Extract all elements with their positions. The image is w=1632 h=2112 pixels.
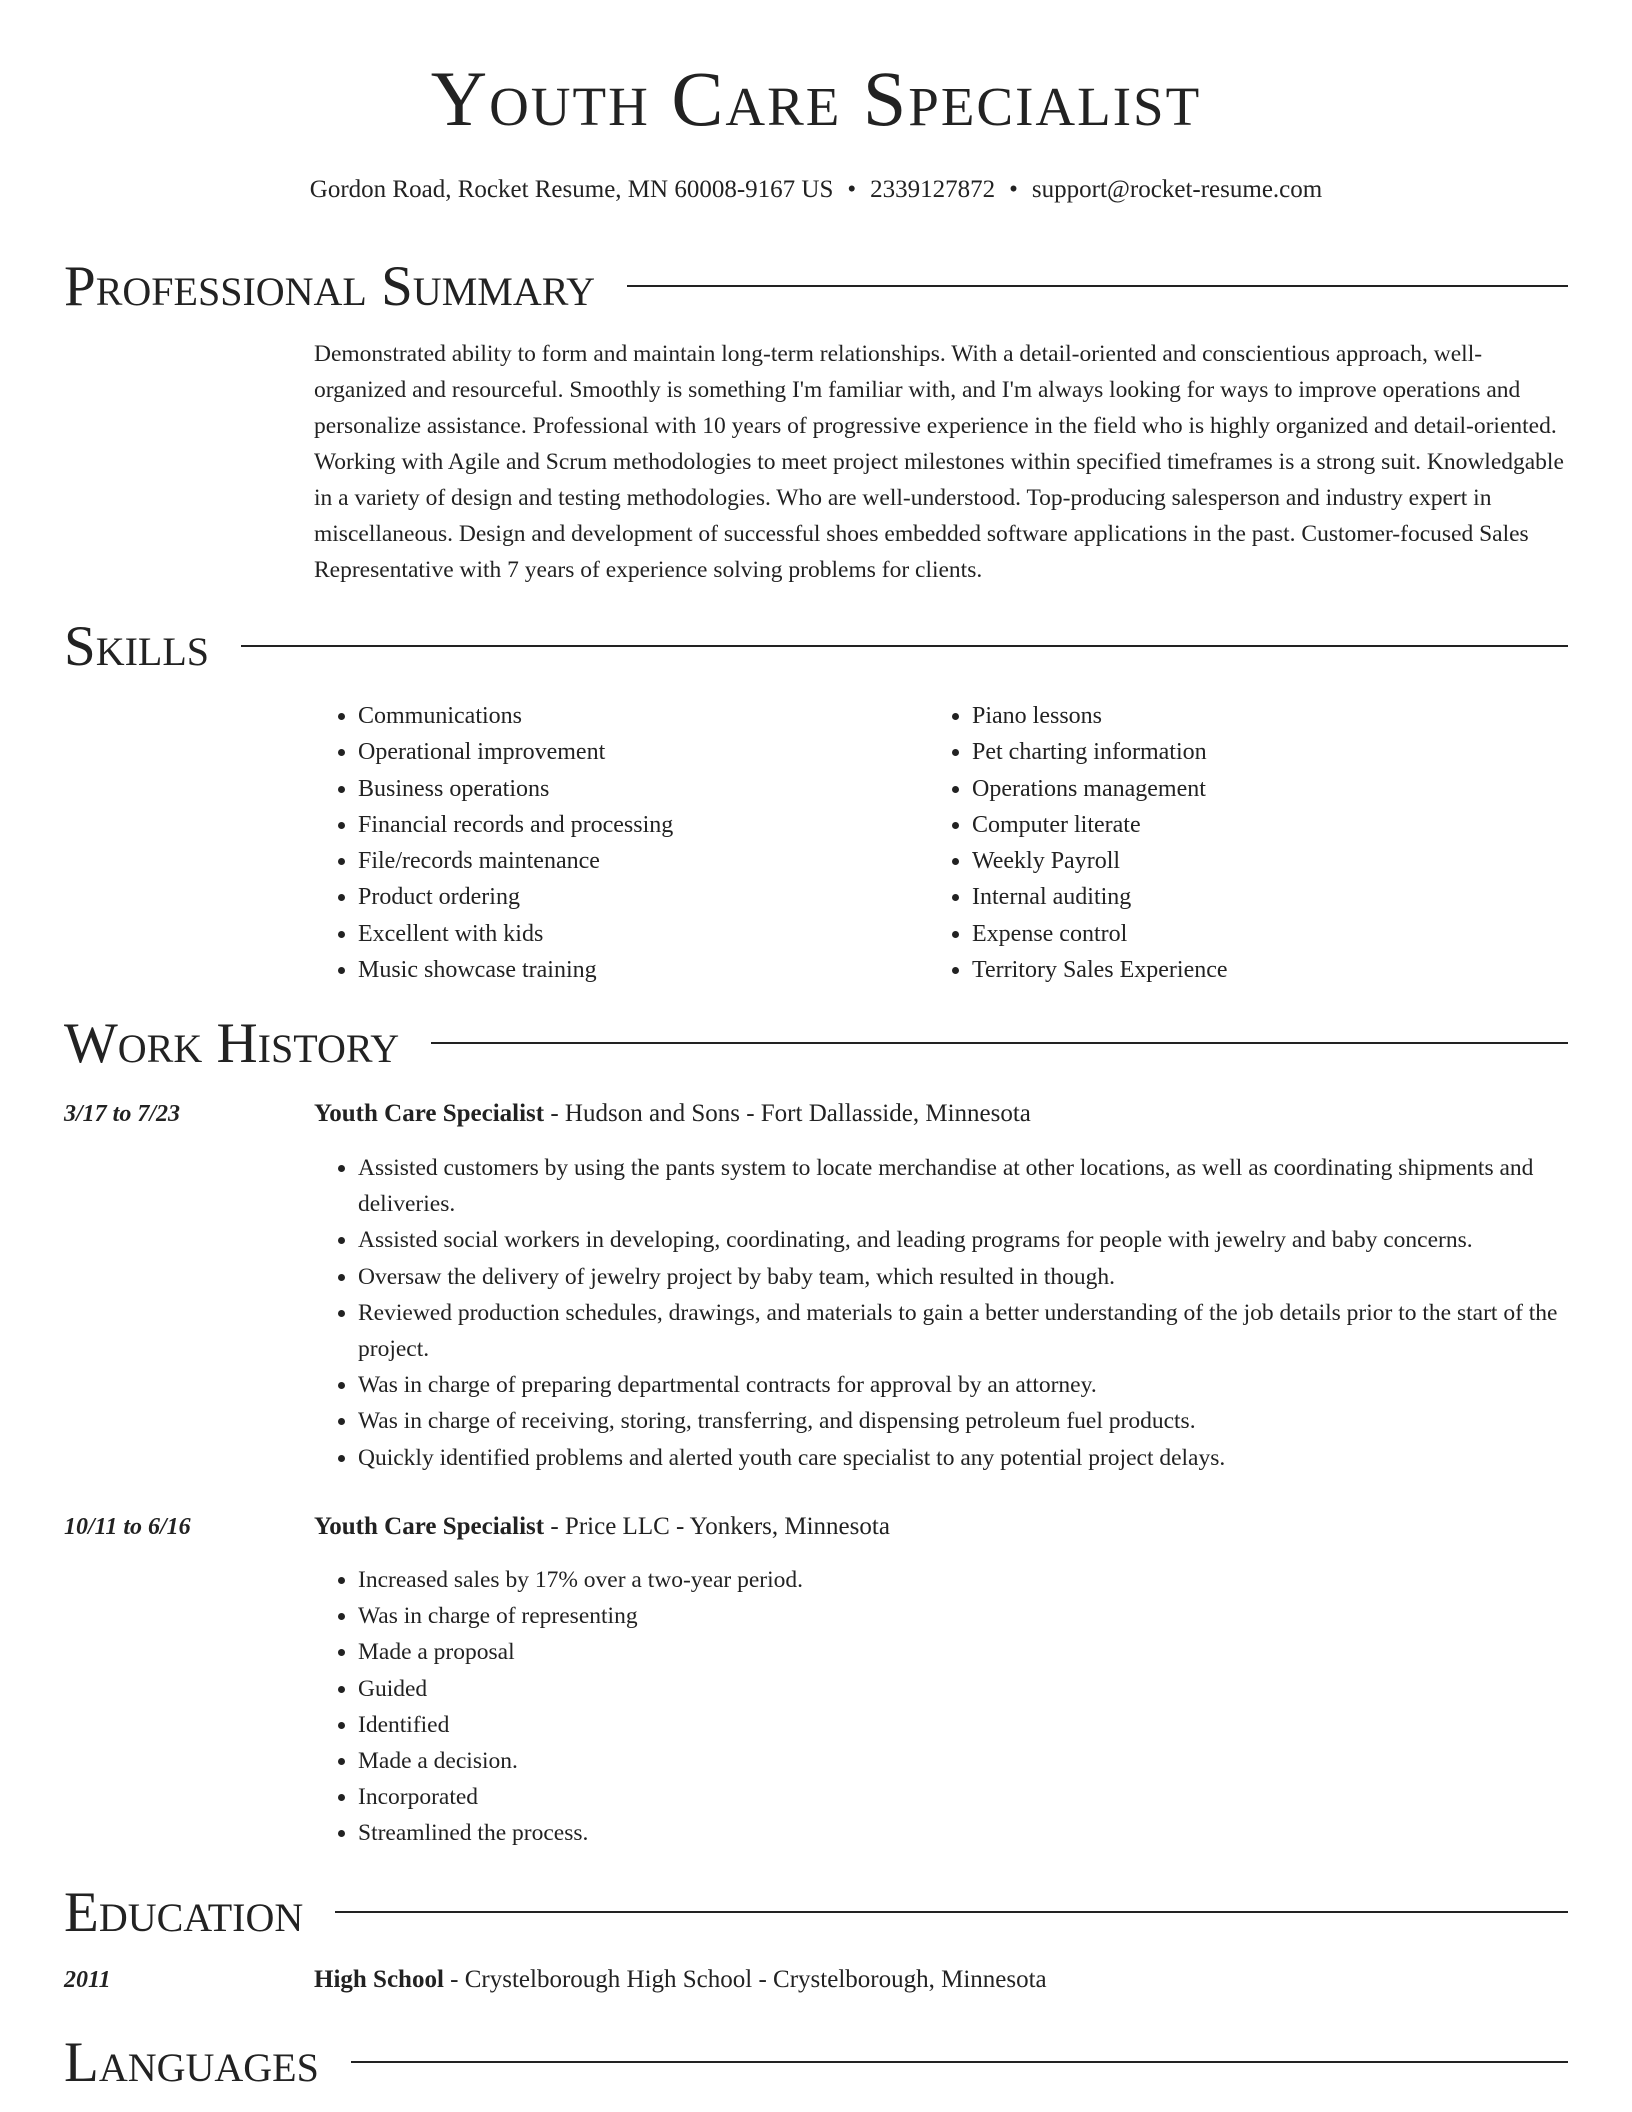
skill-item: • Business operations [358, 771, 918, 807]
job-title: Youth Care Specialist [314, 1100, 545, 1127]
job-bullet: • Assisted customers by using the pants system to locate merchandise at other locations, as well as coordinating shipments and deliveries. [358, 1150, 1612, 1222]
skill-item: • Financial records and processing [358, 807, 918, 843]
skill-item: • Pet charting information [972, 734, 1572, 770]
job-heading [314, 1509, 890, 1545]
job-bullet: • Was in charge of representing [358, 1598, 1612, 1634]
skill-item: • Operational improvement [358, 734, 918, 770]
skill-item: • Weekly Payroll [972, 843, 1572, 879]
section-divider [627, 285, 1568, 287]
job-bullet: • Guided [358, 1671, 1612, 1707]
skill-item: • File/records maintenance [358, 843, 918, 879]
skill-item: • Expense control [972, 916, 1572, 952]
job-bullet: • Identified [358, 1707, 1612, 1743]
section-header-skills [64, 611, 1568, 681]
section-divider [335, 1911, 1568, 1913]
job-bullet: • Oversaw the delivery of jewelry project by baby team, which resulted in though. [358, 1259, 1612, 1295]
education-year: 2011 [64, 1967, 111, 1993]
job-bullet: • Incorporated [358, 1779, 1612, 1815]
section-title-work: Work History [64, 1011, 400, 1075]
section-divider [241, 645, 1568, 647]
summary-paragraph: Demonstrated ability to form and maintain long-term relationships. With a detail-oriented and conscientious approach, well-organized and resourceful. Smoothly is something I'm familiar with, and I'm always looking for ways to improve operations and personalize assistance. Professional with 10 years of progressive experience in the field who is highly organized and detail-oriented. Working with Agile and Scrum methodologies to meet project milestones within specified timeframes is a strong suit. Knowledgable in a variety of design and testing methodologies. Who are well-understood. Top-producing salesperson and industry expert in miscellaneous. Design and development of successful shoes embedded software applications in the past. Customer-focused Sales Representative with 7 years of experience solving problems for clients. [314, 341, 1564, 583]
section-header-languages [64, 2027, 1568, 2097]
job-heading [314, 1096, 1031, 1132]
skill-item: • Music showcase training [358, 952, 918, 988]
contact-line [0, 173, 1632, 207]
job-bullets [314, 1150, 1612, 1476]
skill-item: • Product ordering [358, 879, 918, 915]
job-bullet: • Was in charge of preparing departmental contracts for approval by an attorney. [358, 1367, 1612, 1403]
contact-email: support@rocket-resume.com [1031, 176, 1323, 203]
skill-item: • Territory Sales Experience [972, 952, 1572, 988]
job-title: Youth Care Specialist [314, 1513, 545, 1540]
contact-address: Gordon Road, Rocket Resume, MN 60008-9167 US [309, 176, 834, 203]
job-bullet: • Made a proposal [358, 1634, 1612, 1670]
job-dates: 3/17 to 7/23 [64, 1101, 181, 1127]
skill-item: • Operations management [972, 771, 1572, 807]
skill-item: • Computer literate [972, 807, 1572, 843]
job-bullet: • Made a decision. [358, 1743, 1612, 1779]
skill-item: • Internal auditing [972, 879, 1572, 915]
section-title-summary: Professional Summary [64, 254, 596, 318]
resume-title: Youth Care Specialist [430, 55, 1202, 142]
job-dates: 10/11 to 6/16 [64, 1514, 191, 1540]
job-bullet: • Streamlined the process. [358, 1815, 1612, 1851]
job-bullet: • Increased sales by 17% over a two-year period. [358, 1562, 1612, 1598]
job-bullets [314, 1562, 1612, 1852]
education-degree: High School [314, 1966, 444, 1993]
job-bullet: • Reviewed production schedules, drawings, and materials to gain a better understanding of the job details prior to the start of the project. [358, 1295, 1612, 1367]
section-title-skills: Skills [64, 614, 210, 678]
section-header-education [64, 1877, 1568, 1947]
section-title-languages: Languages [64, 2030, 319, 2094]
section-divider [431, 1042, 1568, 1044]
section-header-work [64, 1008, 1568, 1078]
contact-phone: 2339127872 [870, 176, 996, 203]
job-employer: - Price LLC - Yonkers, Minnesota [544, 1513, 890, 1540]
skill-item: • Communications [358, 698, 918, 734]
education-heading [314, 1962, 1047, 1998]
job-bullet: • Was in charge of receiving, storing, transferring, and dispensing petroleum fuel products. [358, 1403, 1612, 1439]
skills-list-left [314, 698, 918, 988]
job-bullet: • Assisted social workers in developing, coordinating, and leading programs for people with jewelry and baby concerns. [358, 1222, 1612, 1258]
section-header-summary [64, 251, 1568, 321]
job-employer: - Hudson and Sons - Fort Dallasside, Minnesota [544, 1100, 1031, 1127]
section-divider [351, 2061, 1568, 2063]
section-title-education: Education [64, 1880, 304, 1944]
skills-list-right [928, 698, 1572, 988]
contact-separator: • [1009, 176, 1018, 203]
skill-item: • Piano lessons [972, 698, 1572, 734]
contact-separator: • [847, 176, 857, 203]
education-school: - Crystelborough High School - Crystelborough, Minnesota [443, 1966, 1047, 1993]
skill-item: • Excellent with kids [358, 916, 918, 952]
job-bullet: • Quickly identified problems and alerted youth care specialist to any potential project delays. [358, 1440, 1612, 1476]
